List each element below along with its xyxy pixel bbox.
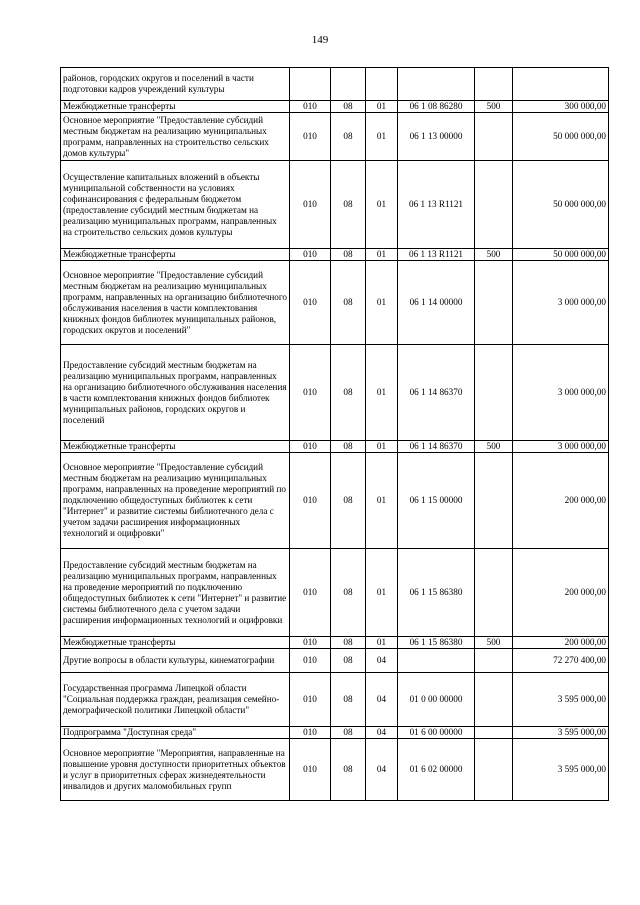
cell-amount: 50 000 000,00 xyxy=(513,113,609,161)
cell-expense-type: 500 xyxy=(475,637,513,649)
table-row xyxy=(61,673,609,727)
table-row xyxy=(61,345,609,441)
cell-amount: 72 270 400,00 xyxy=(513,649,609,673)
cell-subsection-code: 01 xyxy=(366,261,398,345)
cell-target-article xyxy=(398,68,475,101)
cell-target-article: 06 1 13 00000 xyxy=(398,113,475,161)
table-row xyxy=(61,161,609,249)
cell-section-code: 08 xyxy=(331,453,366,549)
table-row xyxy=(61,453,609,549)
table-row xyxy=(61,101,609,113)
cell-section-code: 08 xyxy=(331,113,366,161)
cell-expense-type: 500 xyxy=(475,441,513,453)
cell-section-code: 08 xyxy=(331,161,366,249)
cell-target-article: 06 1 15 86380 xyxy=(398,549,475,637)
table-row xyxy=(61,637,609,649)
cell-subsection-code: 04 xyxy=(366,649,398,673)
table-row xyxy=(61,249,609,261)
cell-ministry-code: 010 xyxy=(290,441,331,453)
cell-ministry-code: 010 xyxy=(290,101,331,113)
cell-target-article: 06 1 13 R1121 xyxy=(398,161,475,249)
cell-target-article: 06 1 14 00000 xyxy=(398,261,475,345)
cell-subsection-code: 04 xyxy=(366,727,398,739)
cell-subsection-code: 01 xyxy=(366,345,398,441)
cell-expense-type xyxy=(475,68,513,101)
cell-ministry-code: 010 xyxy=(290,549,331,637)
cell-name: Межбюджетные трансферты xyxy=(61,101,290,113)
cell-amount: 50 000 000,00 xyxy=(513,161,609,249)
cell-expense-type xyxy=(475,113,513,161)
cell-name: Межбюджетные трансферты xyxy=(61,637,290,649)
cell-name: Основное мероприятие "Мероприятия, направленные на повышение уровня доступности приоритетных объектов и услуг в приоритетных сферах жизнедеятельности инвалидов и других маломобильных групп xyxy=(61,739,290,801)
cell-name: Межбюджетные трансферты xyxy=(61,441,290,453)
cell-expense-type xyxy=(475,549,513,637)
cell-expense-type xyxy=(475,345,513,441)
cell-ministry-code: 010 xyxy=(290,727,331,739)
cell-target-article: 01 0 00 00000 xyxy=(398,673,475,727)
cell-name: Осуществление капитальных вложений в объекты муниципальной собственности на условиях софинансирования с федеральным бюджетом (предоставление субсидий местным бюджетам на реализацию муниципальных программ, направленных на строительство сельских домов культуры xyxy=(61,161,290,249)
budget-table xyxy=(60,67,609,801)
cell-name: Межбюджетные трансферты xyxy=(61,249,290,261)
cell-expense-type xyxy=(475,673,513,727)
cell-name: районов, городских округов и поселений в части подготовки кадров учреждений культуры xyxy=(61,68,290,101)
cell-section-code: 08 xyxy=(331,637,366,649)
cell-subsection-code: 01 xyxy=(366,249,398,261)
cell-expense-type xyxy=(475,727,513,739)
cell-subsection-code: 01 xyxy=(366,113,398,161)
cell-ministry-code: 010 xyxy=(290,261,331,345)
cell-expense-type: 500 xyxy=(475,101,513,113)
cell-target-article: 06 1 08 86280 xyxy=(398,101,475,113)
cell-amount: 200 000,00 xyxy=(513,453,609,549)
table-row xyxy=(61,739,609,801)
cell-subsection-code: 01 xyxy=(366,549,398,637)
budget-table-body xyxy=(61,68,609,801)
cell-target-article: 06 1 14 86370 xyxy=(398,441,475,453)
cell-amount: 200 000,00 xyxy=(513,637,609,649)
cell-name: Предоставление субсидий местным бюджетам на реализацию муниципальных программ, направленных на проведение мероприятий по подключению общедоступных библиотек к сети "Интернет" и развитие системы библиотечного дела с учетом задачи расширения информационных технологий и оцифровки xyxy=(61,549,290,637)
cell-section-code: 08 xyxy=(331,261,366,345)
table-row xyxy=(61,649,609,673)
cell-expense-type xyxy=(475,649,513,673)
cell-section-code: 08 xyxy=(331,345,366,441)
cell-ministry-code: 010 xyxy=(290,739,331,801)
cell-name: Предоставление субсидий местным бюджетам на реализацию муниципальных программ, направленных на организацию библиотечного обслуживания населения в части комплектования книжных фондов библиотек муниципальных районов, городских округов и поселений xyxy=(61,345,290,441)
cell-expense-type: 500 xyxy=(475,249,513,261)
cell-subsection-code: 04 xyxy=(366,739,398,801)
cell-target-article xyxy=(398,649,475,673)
cell-subsection-code: 01 xyxy=(366,441,398,453)
cell-section-code: 08 xyxy=(331,101,366,113)
cell-section-code: 08 xyxy=(331,673,366,727)
table-row xyxy=(61,727,609,739)
cell-subsection-code: 01 xyxy=(366,101,398,113)
cell-section-code xyxy=(331,68,366,101)
cell-ministry-code: 010 xyxy=(290,345,331,441)
cell-ministry-code: 010 xyxy=(290,637,331,649)
cell-name: Подпрограмма "Доступная среда" xyxy=(61,727,290,739)
cell-target-article: 06 1 14 86370 xyxy=(398,345,475,441)
cell-target-article: 01 6 00 00000 xyxy=(398,727,475,739)
page-number: 149 xyxy=(311,34,329,46)
cell-amount: 300 000,00 xyxy=(513,101,609,113)
cell-name: Основное мероприятие "Предоставление субсидий местным бюджетам на реализацию муниципальных программ, направленных на проведение мероприятий по подключению общедоступных библиотек к сети "Интернет" и развитие системы библиотечного дела с учетом задачи расширения информационных технологий и оцифровки" xyxy=(61,453,290,549)
cell-amount: 50 000 000,00 xyxy=(513,249,609,261)
cell-amount: 3 595 000,00 xyxy=(513,673,609,727)
cell-section-code: 08 xyxy=(331,549,366,637)
cell-amount: 3 595 000,00 xyxy=(513,739,609,801)
cell-ministry-code: 010 xyxy=(290,249,331,261)
cell-target-article: 06 1 15 00000 xyxy=(398,453,475,549)
cell-amount xyxy=(513,68,609,101)
cell-name: Основное мероприятие "Предоставление субсидий местным бюджетам на реализацию муниципальных программ, направленных на строительство сельских домов культуры" xyxy=(61,113,290,161)
cell-expense-type xyxy=(475,739,513,801)
cell-target-article: 06 1 15 86380 xyxy=(398,637,475,649)
table-row xyxy=(61,261,609,345)
cell-amount: 3 595 000,00 xyxy=(513,727,609,739)
cell-expense-type xyxy=(475,261,513,345)
cell-section-code: 08 xyxy=(331,649,366,673)
cell-ministry-code xyxy=(290,68,331,101)
table-row xyxy=(61,441,609,453)
cell-subsection-code: 01 xyxy=(366,637,398,649)
table-row xyxy=(61,549,609,637)
cell-target-article: 01 6 02 00000 xyxy=(398,739,475,801)
cell-ministry-code: 010 xyxy=(290,161,331,249)
cell-expense-type xyxy=(475,161,513,249)
cell-target-article: 06 1 13 R1121 xyxy=(398,249,475,261)
cell-ministry-code: 010 xyxy=(290,649,331,673)
cell-name: Другие вопросы в области культуры, кинематографии xyxy=(61,649,290,673)
cell-amount: 3 000 000,00 xyxy=(513,261,609,345)
cell-section-code: 08 xyxy=(331,739,366,801)
cell-amount: 3 000 000,00 xyxy=(513,345,609,441)
cell-section-code: 08 xyxy=(331,441,366,453)
cell-amount: 3 000 000,00 xyxy=(513,441,609,453)
table-row xyxy=(61,113,609,161)
cell-section-code: 08 xyxy=(331,249,366,261)
table-row xyxy=(61,68,609,101)
cell-section-code: 08 xyxy=(331,727,366,739)
cell-ministry-code: 010 xyxy=(290,453,331,549)
cell-expense-type xyxy=(475,453,513,549)
cell-subsection-code: 01 xyxy=(366,161,398,249)
cell-ministry-code: 010 xyxy=(290,113,331,161)
cell-amount: 200 000,00 xyxy=(513,549,609,637)
cell-subsection-code xyxy=(366,68,398,101)
cell-ministry-code: 010 xyxy=(290,673,331,727)
cell-subsection-code: 04 xyxy=(366,673,398,727)
cell-name: Государственная программа Липецкой области "Социальная поддержка граждан, реализация семейно-демографической политики Липецкой области" xyxy=(61,673,290,727)
cell-subsection-code: 01 xyxy=(366,453,398,549)
cell-name: Основное мероприятие "Предоставление субсидий местным бюджетам на реализацию муниципальных программ, направленных на организацию библиотечного обслуживания населения в части комплектования книжных фондов библиотек муниципальных районов, городских округов и поселений" xyxy=(61,261,290,345)
